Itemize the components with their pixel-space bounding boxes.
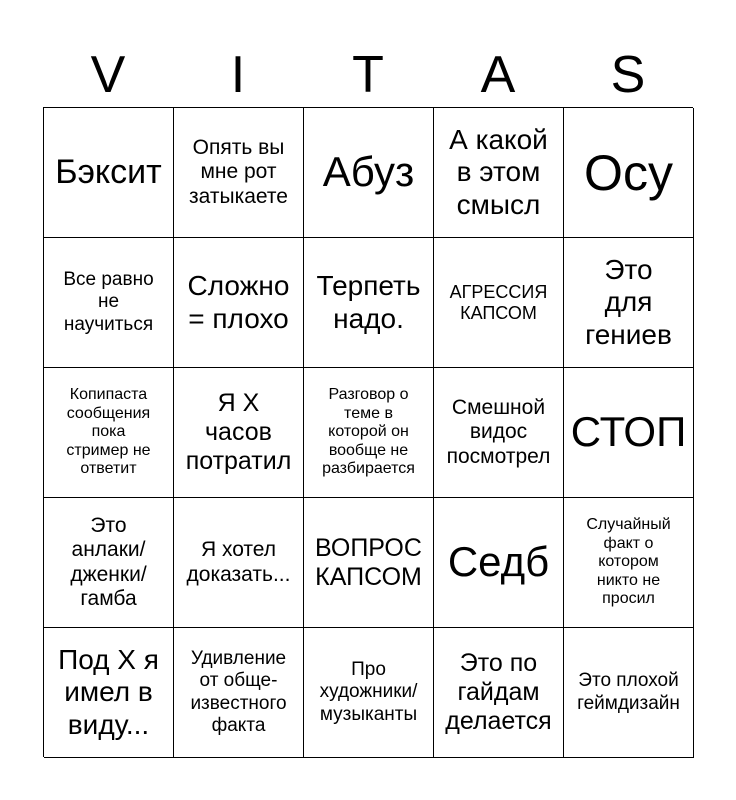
cell-text: Это анлаки/ дженки/ гамба — [70, 513, 147, 610]
header-letter-t: T — [352, 46, 384, 104]
cell-text: А какой в этом смысл — [449, 123, 548, 220]
cell-text: Удивление от обще- известного факта — [190, 648, 287, 736]
bingo-cell-r4c1[interactable] — [44, 498, 174, 628]
bingo-cell-r2c3[interactable] — [304, 238, 434, 368]
bingo-cell-r2c1[interactable] — [44, 238, 174, 368]
cell-text: Смешной видос посмотрел — [446, 395, 551, 468]
bingo-cell-r4c2[interactable] — [174, 498, 304, 628]
bingo-cell-r5c1[interactable] — [44, 628, 174, 758]
cell-text: Осу — [584, 144, 673, 201]
cell-text: Сложно = плохо — [187, 270, 290, 334]
bingo-cell-r3c5[interactable] — [564, 368, 694, 498]
bingo-cell-r1c5[interactable] — [564, 108, 694, 238]
cell-text: Я хотел доказать... — [186, 538, 291, 586]
bingo-cell-r3c2[interactable] — [174, 368, 304, 498]
bingo-cell-r2c4[interactable] — [434, 238, 564, 368]
bingo-cell-r5c5[interactable] — [564, 628, 694, 758]
cell-text: Про художники/ музыканты — [319, 659, 418, 725]
bingo-board — [43, 107, 693, 757]
bingo-cell-r4c5[interactable] — [564, 498, 694, 628]
cell-text: Я Х часов потратил — [185, 389, 292, 475]
bingo-cell-r3c3[interactable] — [304, 368, 434, 498]
header-letter-v: V — [90, 46, 126, 104]
cell-text: Терпеть надо. — [316, 270, 421, 334]
bingo-cell-r3c4[interactable] — [434, 368, 564, 498]
cell-text: Седб — [447, 538, 550, 586]
header-letter-s: S — [610, 46, 646, 104]
bingo-header — [43, 44, 693, 106]
cell-text: АГРЕССИЯ КАПСОМ — [449, 281, 548, 323]
bingo-cell-r2c5[interactable] — [564, 238, 694, 368]
cell-text: Случайный факт о котором никто не просил — [586, 516, 671, 608]
cell-text: Разговор о теме в которой он вообще не разбирается — [322, 386, 415, 478]
bingo-cell-r1c4[interactable] — [434, 108, 564, 238]
cell-text: Бэксит — [55, 152, 162, 191]
bingo-cell-r1c3[interactable] — [304, 108, 434, 238]
cell-text: Это плохой геймдизайн — [577, 670, 680, 714]
cell-text: Под Х я имел в виду... — [58, 643, 159, 740]
bingo-cell-r2c2[interactable] — [174, 238, 304, 368]
cell-text: ВОПРОС КАПСОМ — [315, 533, 422, 591]
header-letter-i: I — [230, 46, 246, 104]
bingo-cell-r3c1[interactable] — [44, 368, 174, 498]
bingo-cell-r4c3[interactable] — [304, 498, 434, 628]
bingo-cell-r1c1[interactable] — [44, 108, 174, 238]
cell-text: Это для гениев — [585, 253, 672, 350]
bingo-cell-r4c4[interactable] — [434, 498, 564, 628]
cell-text: Абуз — [322, 148, 415, 196]
cell-text: Копипаста сообщения пока стример не ответит — [66, 386, 151, 478]
cell-text: Опять вы мне рот затыкаете — [189, 135, 288, 208]
cell-text: Это по гайдам делается — [445, 649, 552, 735]
header-letter-a: A — [480, 46, 516, 104]
cell-text: Все равно не научиться — [63, 269, 154, 335]
bingo-cell-r5c4[interactable] — [434, 628, 564, 758]
cell-text: СТОП — [570, 408, 687, 456]
bingo-cell-r5c2[interactable] — [174, 628, 304, 758]
bingo-cell-r1c2[interactable] — [174, 108, 304, 238]
bingo-cell-r5c3[interactable] — [304, 628, 434, 758]
